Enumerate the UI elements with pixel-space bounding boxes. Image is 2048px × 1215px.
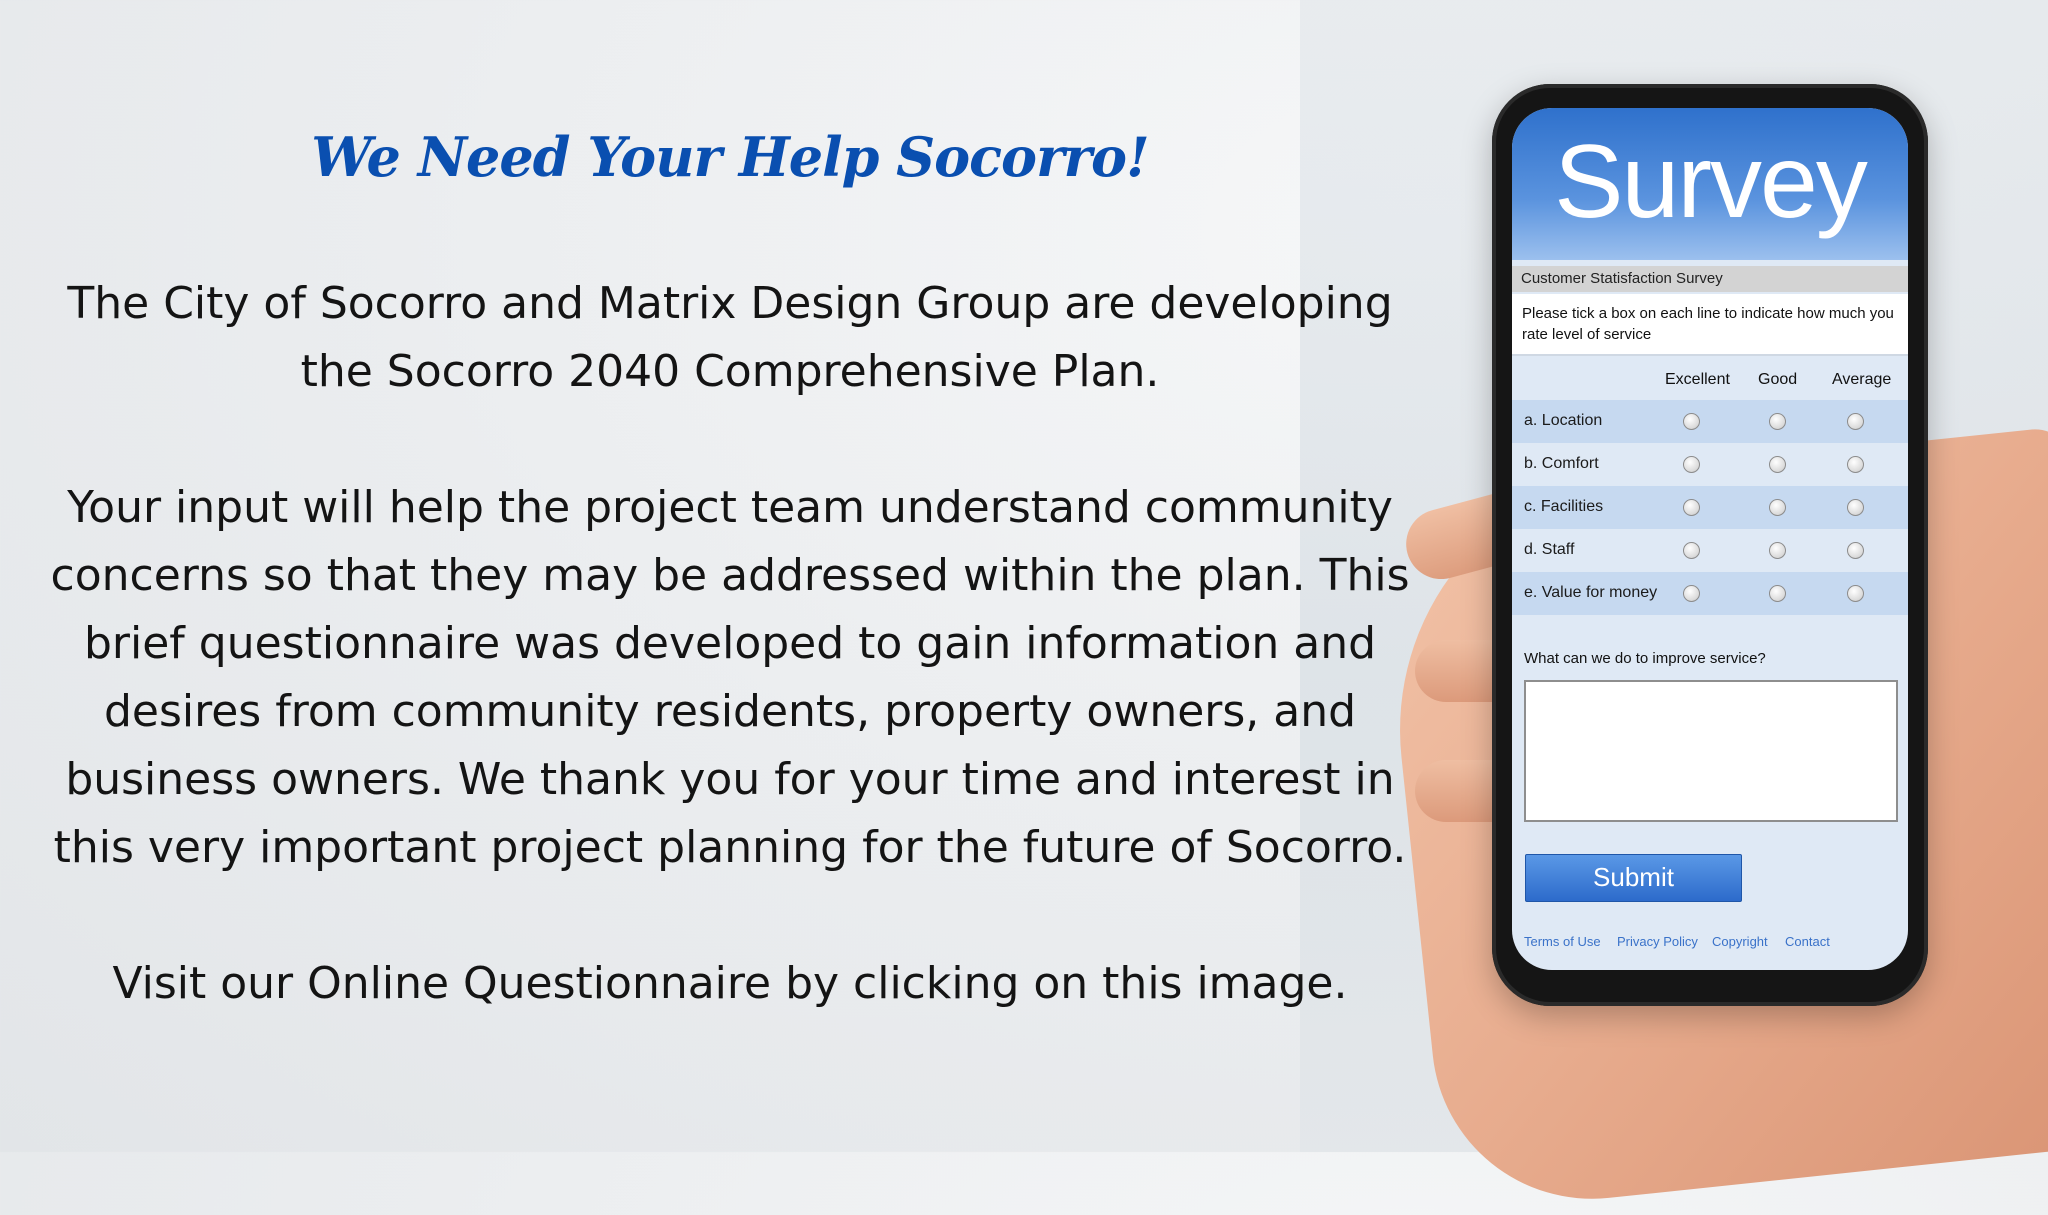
radio-good[interactable] — [1769, 499, 1786, 516]
radio-average[interactable] — [1847, 585, 1864, 602]
radio-average[interactable] — [1847, 499, 1864, 516]
rating-row-label: a. Location — [1524, 412, 1603, 429]
column-average: Average — [1832, 371, 1892, 388]
radio-good[interactable] — [1769, 413, 1786, 430]
rating-row — [1512, 572, 1908, 615]
rating-row-label: d. Staff — [1524, 541, 1575, 558]
radio-good[interactable] — [1769, 542, 1786, 559]
column-excellent: Excellent — [1665, 371, 1730, 388]
rating-row — [1512, 529, 1908, 572]
radio-good[interactable] — [1769, 456, 1786, 473]
description-line: brief questionnaire was developed to gain information and — [83, 618, 1377, 669]
survey-header — [1512, 108, 1908, 260]
copyright-link[interactable]: Copyright — [1712, 934, 1768, 949]
radio-excellent[interactable] — [1683, 413, 1700, 430]
description-paragraph — [40, 474, 1420, 882]
submit-button[interactable]: Submit — [1525, 854, 1742, 902]
survey-instructions: Please tick a box on each line to indicate how much you rate level of service — [1512, 294, 1908, 356]
column-good: Good — [1758, 371, 1798, 388]
rating-row-label: b. Comfort — [1524, 455, 1599, 472]
survey-title: Survey — [1554, 124, 1866, 240]
radio-average[interactable] — [1847, 413, 1864, 430]
call-to-action: Visit our Online Questionnaire by clicking on this image. — [112, 958, 1348, 1009]
headline: We Need Your Help Socorro! — [311, 125, 1149, 189]
terms-link[interactable]: Terms of Use — [1524, 934, 1601, 949]
intro-paragraph — [40, 270, 1420, 406]
privacy-link[interactable]: Privacy Policy — [1617, 934, 1698, 949]
rating-row — [1512, 486, 1908, 529]
radio-excellent[interactable] — [1683, 456, 1700, 473]
improve-question: What can we do to improve service? — [1524, 650, 1766, 667]
description-line: concerns so that they may be addressed within the plan. This — [50, 550, 1410, 601]
radio-excellent[interactable] — [1683, 499, 1700, 516]
survey-name: Customer Statisfaction Survey — [1512, 266, 1908, 292]
description-line: this very important project planning for the future of Socorro. — [53, 822, 1407, 873]
rating-row — [1512, 443, 1908, 486]
phone-screen[interactable] — [1512, 108, 1908, 970]
radio-average[interactable] — [1847, 542, 1864, 559]
rating-row-label: c. Facilities — [1524, 498, 1604, 515]
radio-good[interactable] — [1769, 585, 1786, 602]
rating-row-label: e. Value for money — [1524, 584, 1658, 601]
description-line: desires from community residents, property owners, and — [103, 686, 1357, 737]
description-line: business owners. We thank you for your time and interest in — [65, 754, 1395, 805]
radio-average[interactable] — [1847, 456, 1864, 473]
rating-row — [1512, 400, 1908, 443]
radio-excellent[interactable] — [1683, 585, 1700, 602]
improve-textarea[interactable] — [1524, 680, 1898, 822]
intro-line: the Socorro 2040 Comprehensive Plan. — [300, 346, 1160, 397]
radio-excellent[interactable] — [1683, 542, 1700, 559]
description-line: Your input will help the project team understand community — [67, 482, 1393, 533]
intro-line: The City of Socorro and Matrix Design Group are developing — [67, 278, 1393, 329]
contact-link[interactable]: Contact — [1785, 934, 1830, 949]
